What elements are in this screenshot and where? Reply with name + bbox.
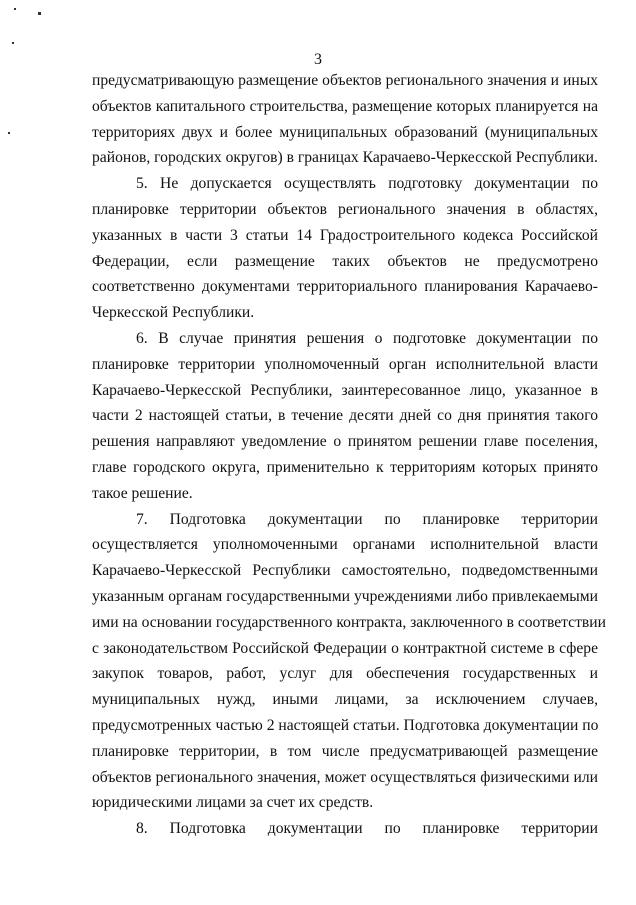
text-line: указанным органам государственными учреждениями либо привлекаемыми [92,587,598,605]
text-line: решения направляют уведомление о принятом решении главе поселения, [92,433,598,451]
text-line: 8. Подготовка документации по планировке территории [136,820,598,838]
text-line: с законодательством Российской Федерации о контрактной системе в сфере [92,639,598,657]
scan-mark [38,12,41,15]
text-line: планировке территории, в том числе предусматривающей размещение [92,742,598,760]
text-line: 7. Подготовка документации по планировке территории [136,510,598,528]
text-line: такое решение. [92,484,193,502]
document-body [92,68,606,842]
scan-mark [12,42,14,44]
scan-mark [14,8,16,10]
text-line: 5. Не допускается осуществлять подготовку документации по [136,175,598,193]
page-number: 3 [314,51,322,68]
text-line: Карачаево-Черкесской Республики, заинтересованное лицо, указанное в [92,381,598,399]
text-line: соответственно документами территориального планирования Карачаево- [92,278,598,296]
text-line: предусмотренных частью 2 настоящей статьи. Подготовка документации по [92,716,599,734]
text-line: объектов регионального значения, может осуществляться физическими или [92,768,598,786]
text-line: Федерации, если размещение таких объектов не предусмотрено [92,252,598,270]
text-line: юридическими лицами за счет их средств. [92,794,374,812]
text-line: Черкесской Республики. [92,304,255,322]
text-line: закупок товаров, работ, услуг для обеспечения государственных и [92,665,598,683]
text-line: части 2 настоящей статьи, в течение десяти дней со дня принятия такого [92,407,598,425]
text-line: планировке территории уполномоченный орган исполнительной власти [92,355,598,373]
text-line: указанных в части 3 статьи 14 Градостроительного кодекса Российской [92,226,598,244]
text-line: территориях двух и более муниципальных образований (муниципальных [92,123,598,141]
text-line: ими на основании государственного контракта, заключенного в соответствии [92,613,606,631]
text-line: планировке территории объектов регионального значения в областях, [92,200,598,218]
text-line: предусматривающую размещение объектов регионального значения и иных [92,72,598,89]
text-line: объектов капитального строительства, размещение которых планируется на [92,97,598,115]
text-line: осуществляется уполномоченными органами исполнительной власти [92,536,598,554]
text-line: 6. В случае принятия решения о подготовке документации по [136,329,598,347]
text-line: Карачаево-Черкесской Республики самостоятельно, подведомственными [92,562,598,580]
text-line: главе городского округа, применительно к территориям которых принято [92,458,598,476]
text-line: муниципальных нужд, иными лицами, за исключением случаев, [92,691,598,709]
scan-mark [8,132,10,134]
text-line: районов, городских округов) в границах Карачаево-Черкесской Республики. [92,149,598,167]
